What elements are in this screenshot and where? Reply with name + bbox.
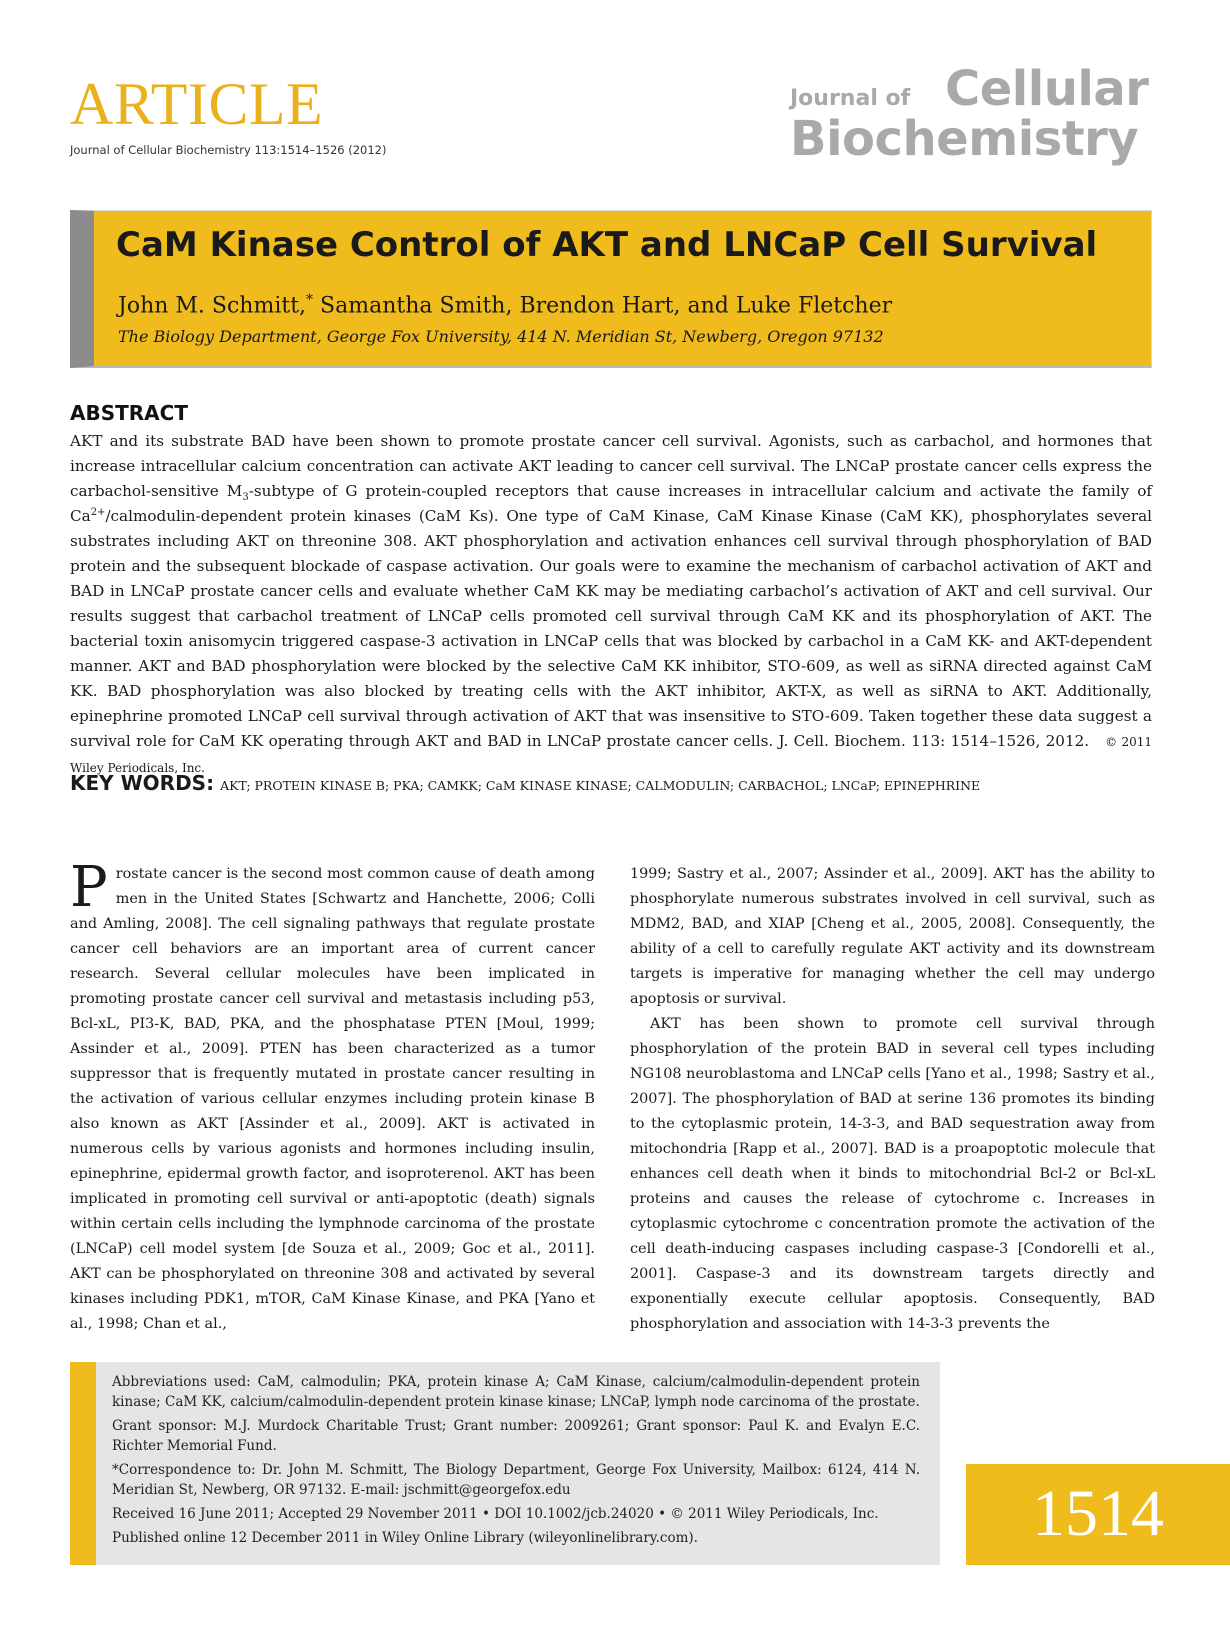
author-rest: Samantha Smith, Brendon Hart, and Luke Fletcher (313, 293, 893, 319)
abstract-body (70, 429, 1152, 781)
footnote-text (112, 1372, 920, 1552)
abstract-subscript: 3 (242, 492, 249, 504)
author-first: John M. Schmitt, (118, 293, 307, 319)
drop-cap: P (70, 855, 108, 920)
body-paragraph: AKT has been shown to promote cell survival through phosphorylation of the protein BAD in several cell types including NG108 neuroblastoma and LNCaP cells [Yano et al., 1998; Sastry et al., 2007]. The phosphorylation of BAD at serine 136 promotes its binding to the cytoplasmic protein, 14-3-3, and BAD sequestration away from mitochondria [Rapp et al., 2007]. BAD is a proapoptotic molecule that enhances cell death when it binds to mitochondrial Bcl-2 or Bcl-xL proteins and causes the release of cytochrome c. Increases in cytoplasmic cytochrome c concentration promote the activation of the cell death-inducing caspases including caspase-3 [Condorelli et al., 2001]. Caspase-3 and its downstream targets directly and exponentially execute cellular apoptosis. Consequently, BAD phosphorylation and association with 14-3-3 prevents the (630, 1016, 1155, 1332)
journal-logo-line2: Biochemistry (790, 111, 1139, 167)
body-paragraph: 1999; Sastry et al., 2007; Assinder et al., 2009]. AKT has the ability to phosphorylate numerous substrates involved in cell survival, such as MDM2, BAD, and XIAP [Cheng et al., 2005, 2008]. Consequently, the ability of a cell to carefully regulate AKT activity and its downstream targets is imperative for managing whether the cell may undergo apoptosis or survival. (630, 866, 1155, 1007)
corresponding-mark: * (306, 292, 314, 308)
article-label: ARTICLE (70, 71, 324, 137)
keywords-text: AKT; PROTEIN KINASE B; PKA; CAMKK; CaM KINASE KINASE; CALMODULIN; CARBACHOL; LNCaP; EPINEPHRINE (220, 778, 981, 793)
abstract-heading: ABSTRACT (70, 401, 188, 425)
journal-logo-of: Journal of (790, 86, 911, 111)
journal-citation: Journal of Cellular Biochemistry 113:1514–1526 (2012) (70, 143, 387, 157)
keywords-label: KEY WORDS: (70, 771, 215, 795)
abstract-text-2: -subtype of G protein-coupled receptors that cause increases in intracellular calcium and activate the family of Ca (70, 482, 1153, 525)
footnote-received: Received 16 June 2011; Accepted 29 November 2011 • DOI 10.1002/jcb.24020 • © 2011 Wiley Periodicals, Inc. (112, 1506, 879, 1522)
page-number: 1514 (1032, 1477, 1164, 1550)
footnote-published: Published online 12 December 2011 in Wiley Online Library (wileyonlinelibrary.com). (112, 1530, 698, 1546)
footnote-abbreviations: Abbreviations used: CaM, calmodulin; PKA, protein kinase A; CaM Kinase, calcium/calmodulin-dependent protein kinase; CaM KK, calcium/calmodulin-dependent protein kinase kinase; LNCaP, lymph node carcinoma of the prostate. (112, 1374, 920, 1410)
abstract-copyright: © 2011 Wiley Periodicals, Inc. (70, 735, 1153, 775)
footnote-grant: Grant sponsor: M.J. Murdock Charitable Trust; Grant number: 2009261; Grant sponsor: Paul K. and Evalyn E.C. Richter Memorial Fund. (112, 1418, 920, 1454)
author-list (118, 285, 892, 321)
affiliation: The Biology Department, George Fox University, 414 N. Meridian St, Newberg, Oregon 97132 (118, 327, 884, 346)
footnote-correspondence: *Correspondence to: Dr. John M. Schmitt, The Biology Department, George Fox University, Mailbox: 6124, 414 N. Meridian St, Newberg, OR 97132. E-mail: jschmitt@georgefox.edu (112, 1462, 920, 1498)
abstract-superscript: 2+ (90, 506, 106, 518)
body-column-right (630, 862, 1155, 1337)
journal-logo-line1: Cellular (945, 61, 1149, 117)
abstract-text-1: AKT and its substrate BAD have been shown to promote prostate cancer cell survival. Agonists, such as carbachol, and hormones that increase intracellular calcium concentration can activate AKT leading to cancer cell survival. The LNCaP prostate cancer cells express the carbachol-sensitive M (70, 432, 1152, 500)
body-paragraph: rostate cancer is the second most common cause of death among men in the United States [Schwartz and Hanchette, 2006; Colli and Amling, 2008]. The cell signaling pathways that regulate prostate cancer cell behaviors are an important area of current cancer research. Several cellular molecules have been implicated in promoting prostate cancer cell survival and metastasis including p53, Bcl-xL, PI3-K, BAD, PKA, and the phosphatase PTEN [Moul, 1999; Assinder et al., 2009]. PTEN has been characterized as a tumor suppressor that is frequently mutated in prostate cancer resulting in the activation of various cellular enzymes including protein kinase B also known as AKT [Assinder et al., 2009]. AKT is activated in numerous cells by various agonists and hormones including insulin, epinephrine, epidermal growth factor, and isoproterenol. AKT has been implicated in promoting cell survival or anti-apoptotic (death) signals within certain cells including the lymphnode carcinoma of the prostate (LNCaP) cell model system [de Souza et al., 2009; Goc et al., 2011]. AKT can be phosphorylated on threonine 308 and activated by several kinases including PDK1, mTOR, CaM Kinase Kinase, and PKA [Yano et al., 1998; Chan et al., (70, 866, 595, 1332)
keywords-line (70, 770, 1152, 799)
article-title: CaM Kinase Control of AKT and LNCaP Cell Survival (116, 225, 1098, 265)
abstract-text-3: /calmodulin-dependent protein kinases (CaM Ks). One type of CaM Kinase, CaM Kinase Kinase (CaM KK), phosphorylates several substrates including AKT on threonine 308. AKT phosphorylation and activation enhances cell survival through phosphorylation of BAD protein and the subsequent blockade of caspase activation. Our goals were to examine the mechanism of carbachol activation of AKT and BAD in LNCaP prostate cancer cells and evaluate whether CaM KK may be mediating carbachol’s activation of AKT and cell survival. Our results suggest that carbachol treatment of LNCaP cells promoted cell survival through CaM KK and its phosphorylation of AKT. The bacterial toxin anisomycin triggered caspase-3 activation in LNCaP cells that was blocked by carbachol in a CaM KK- and AKT-dependent manner. AKT and BAD phosphorylation were blocked by the selective CaM KK inhibitor, STO-609, as well as siRNA directed against CaM KK. BAD phosphorylation was also blocked by treating cells with the AKT inhibitor, AKT-X, as well as siRNA to AKT. Additionally, epinephrine promoted LNCaP cell survival through activation of AKT that was insensitive to STO-609. Taken together these data suggest a survival role for CaM KK operating through AKT and BAD in LNCaP prostate cancer cells. J. Cell. Biochem. 113: 1514–1526, 2012. (70, 507, 1152, 750)
body-column-left (70, 855, 595, 1337)
